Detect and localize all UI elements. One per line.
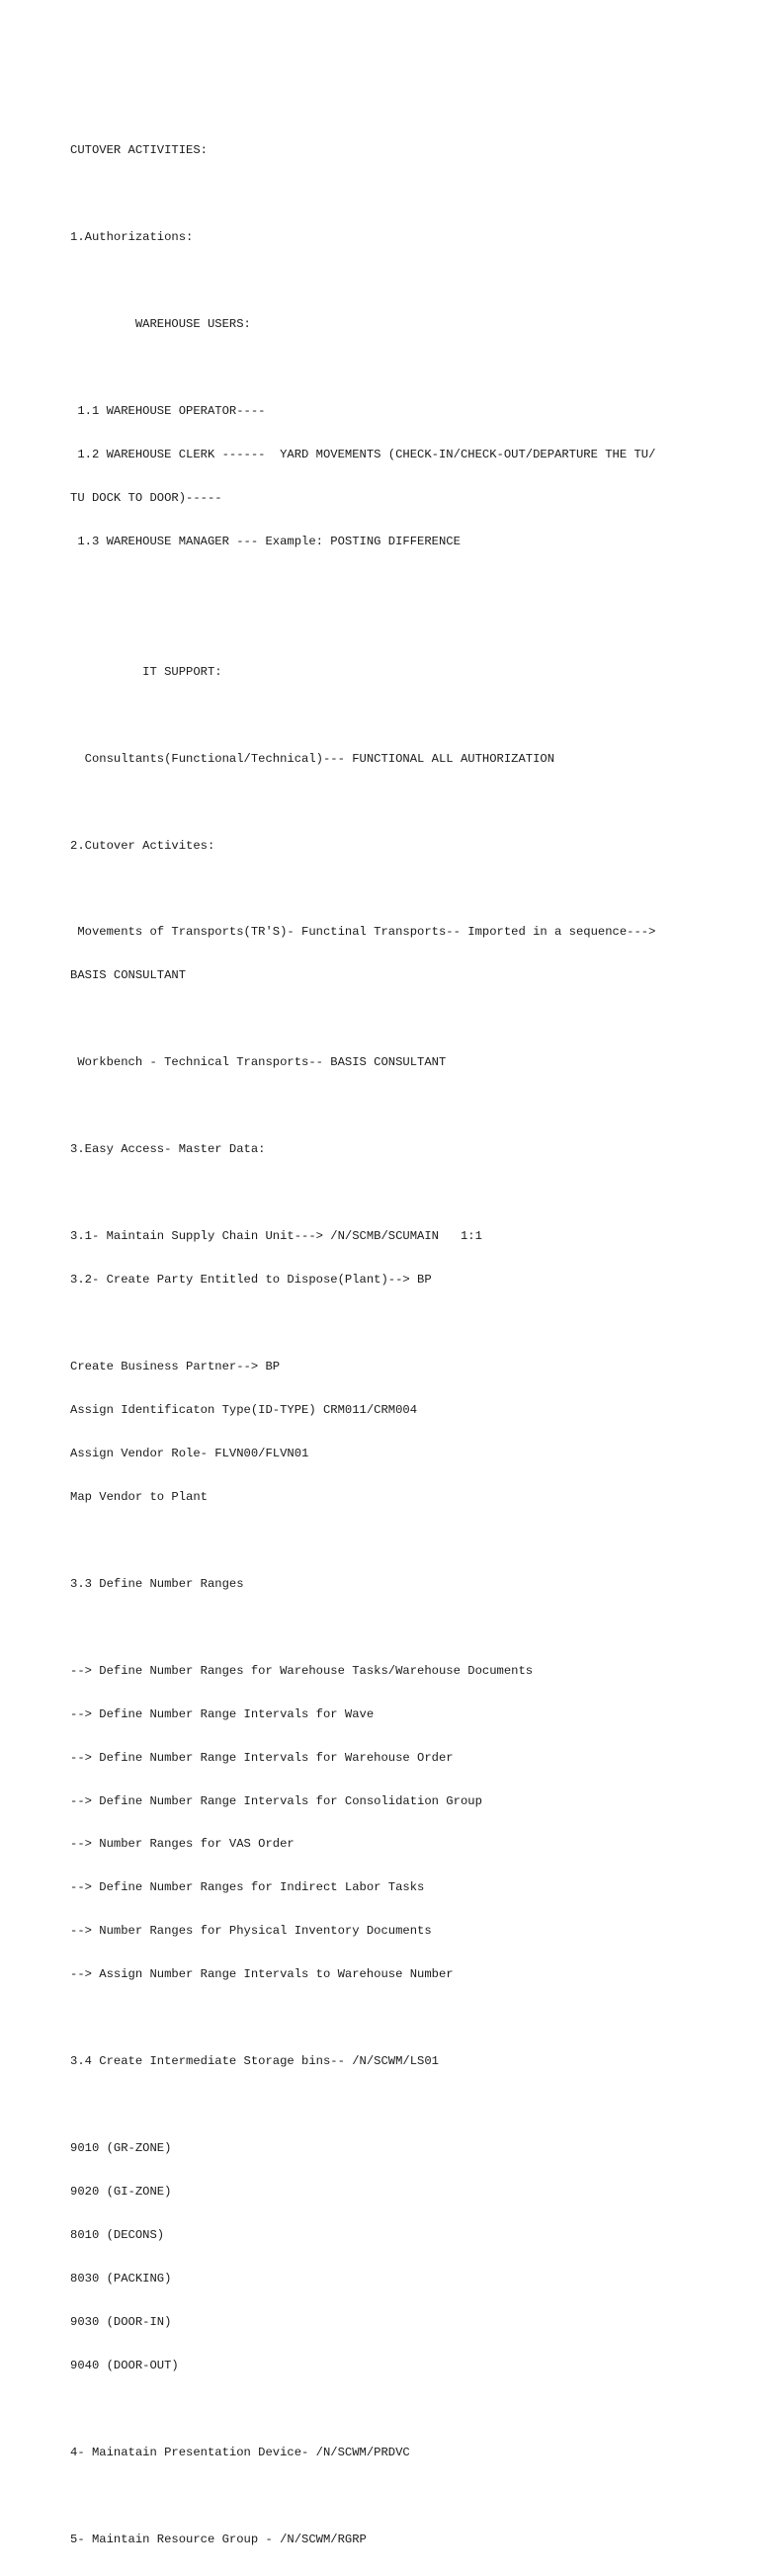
doc-line: Consultants(Functional/Technical)--- FUNCTIONAL ALL AUTHORIZATION [70, 751, 555, 766]
doc-line: Create Business Partner--> BP [70, 1360, 281, 1373]
list-item: --> Define Number Range Intervals for Wave [70, 1706, 375, 1721]
section-heading-resource-group: 5- Maintain Resource Group - /N/SCWM/RGRP [70, 2532, 367, 2546]
doc-line [70, 187, 752, 202]
list-item: --> Define Number Range Intervals for Consolidation Group [70, 1793, 482, 1808]
subheading-warehouse-users: WAREHOUSE USERS: [70, 317, 251, 332]
doc-line: Map Vendor to Plant [70, 1489, 208, 1504]
doc-line [70, 795, 752, 810]
bin-item: 8010 (DECONS) [70, 2228, 165, 2243]
document-text [70, 115, 752, 2576]
section-heading-storage-bins: 3.4 Create Intermediate Storage bins-- /N/SCWM/LS01 [70, 2054, 439, 2069]
doc-line: 1.2 WAREHOUSE CLERK ------ YARD MOVEMENTS (CHECK-IN/CHECK-OUT/DEPARTURE THE TU/ [70, 447, 656, 461]
doc-line: 1.3 WAREHOUSE MANAGER --- Example: POSTING DIFFERENCE [70, 534, 461, 548]
doc-line [70, 708, 752, 723]
section-heading-master-data: 3.Easy Access- Master Data: [70, 1142, 266, 1157]
doc-line: Movements of Transports(TR'S)- Functinal Transports-- Imported in a sequence---> [70, 925, 656, 940]
doc-line [70, 578, 752, 593]
list-item: --> Number Ranges for VAS Order [70, 1837, 295, 1852]
doc-line [70, 1012, 752, 1027]
list-item: --> Define Number Ranges for Indirect Labor Tasks [70, 1880, 425, 1895]
subheading-it-support: IT SUPPORT: [70, 664, 222, 679]
doc-line [70, 2098, 752, 2113]
doc-line: Workbench - Technical Transports-- BASIS CONSULTANT [70, 1055, 447, 1070]
section-heading-number-ranges: 3.3 Define Number Ranges [70, 1576, 244, 1591]
doc-line [70, 1534, 752, 1548]
list-item: --> Define Number Ranges for Warehouse Tasks/Warehouse Documents [70, 1663, 534, 1678]
doc-line [70, 274, 752, 289]
doc-line [70, 1099, 752, 1114]
doc-line [70, 1316, 752, 1331]
doc-line: Assign Vendor Role- FLVN00/FLVN01 [70, 1446, 309, 1460]
doc-line: BASIS CONSULTANT [70, 968, 187, 983]
doc-line [70, 882, 752, 897]
doc-line [70, 1620, 752, 1635]
bin-item: 9010 (GR-ZONE) [70, 2141, 172, 2156]
bin-item: 9040 (DOOR-OUT) [70, 2358, 179, 2372]
doc-line: 1.1 WAREHOUSE OPERATOR---- [70, 404, 266, 419]
list-item: --> Define Number Range Intervals for Warehouse Order [70, 1750, 454, 1765]
doc-title: CUTOVER ACTIVITIES: [70, 143, 208, 158]
doc-line [70, 361, 752, 375]
doc-line [70, 622, 752, 636]
doc-line: TU DOCK TO DOOR)----- [70, 490, 222, 505]
bin-item: 9020 (GI-ZONE) [70, 2185, 172, 2200]
bin-item: 9030 (DOOR-IN) [70, 2314, 172, 2329]
doc-line: 3.2- Create Party Entitled to Dispose(Plant)--> BP [70, 1273, 432, 1288]
doc-line: Assign Identificaton Type(ID-TYPE) CRM011/CRM004 [70, 1402, 418, 1417]
section-heading-authorizations: 1.Authorizations: [70, 230, 194, 245]
doc-line [70, 2402, 752, 2417]
doc-line [70, 2489, 752, 2504]
doc-line [70, 2011, 752, 2026]
section-heading-presentation-device: 4- Mainatain Presentation Device- /N/SCWM/PRDVC [70, 2445, 410, 2459]
section-heading-cutover: 2.Cutover Activites: [70, 838, 215, 853]
doc-line [70, 1186, 752, 1201]
list-item: --> Number Ranges for Physical Inventory Documents [70, 1924, 432, 1939]
list-item: --> Assign Number Range Intervals to Warehouse Number [70, 1967, 454, 1982]
bin-item: 8030 (PACKING) [70, 2272, 172, 2286]
doc-line: 3.1- Maintain Supply Chain Unit---> /N/SCMB/SCUMAIN 1:1 [70, 1229, 482, 1244]
